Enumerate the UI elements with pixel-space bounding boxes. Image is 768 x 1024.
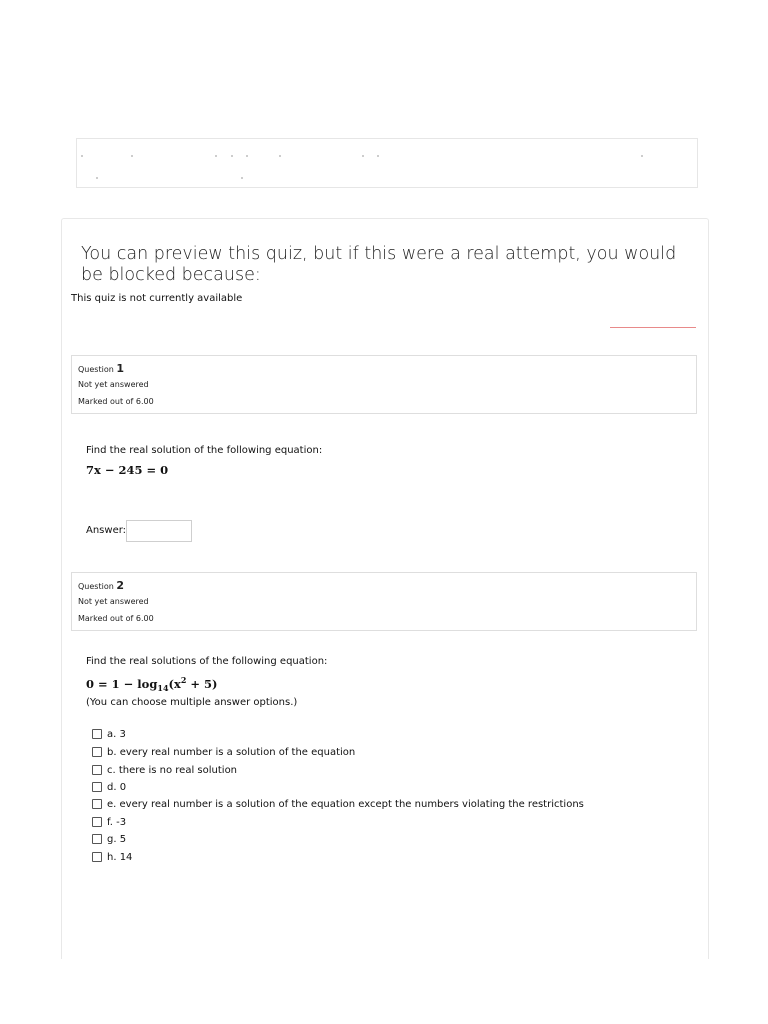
checkbox-icon[interactable] [92, 834, 102, 844]
checkbox-icon[interactable] [92, 747, 102, 757]
preview-notice-heading: You can preview this quiz, but if this were a real attempt, you would be blocked because: [81, 244, 677, 285]
option-label: d. 0 [107, 781, 127, 793]
log-argument-close: + 5) [186, 676, 218, 691]
question-number [78, 579, 124, 592]
question-1-info [71, 355, 697, 414]
option-b[interactable] [92, 745, 355, 759]
checkbox-icon[interactable] [92, 817, 102, 827]
faint-mark [279, 155, 281, 157]
question-marks: Marked out of 6.00 [78, 397, 154, 406]
question-1-equation: 7x − 245 = 0 [86, 463, 169, 477]
question-label: Question [78, 365, 114, 374]
question-2-hint: (You can choose multiple answer options.) [86, 697, 298, 708]
question-marks: Marked out of 6.00 [78, 614, 154, 623]
faint-mark [96, 177, 98, 179]
checkbox-icon[interactable] [92, 765, 102, 775]
answer-label: Answer: [86, 525, 127, 536]
option-c[interactable] [92, 763, 237, 777]
question-number-value: 1 [116, 362, 124, 375]
option-label: e. every real number is a solution of the equation except the numbers violating the restrictions [107, 798, 584, 810]
equation-lhs: 0 = 1 − log [86, 676, 158, 691]
option-a[interactable] [92, 727, 126, 741]
checkbox-icon[interactable] [92, 782, 102, 792]
option-h[interactable] [92, 850, 132, 864]
option-d[interactable] [92, 780, 126, 794]
faint-mark [241, 177, 243, 179]
question-2-info [71, 572, 697, 631]
checkbox-icon[interactable] [92, 799, 102, 809]
option-label: h. 14 [107, 851, 133, 863]
option-label: a. 3 [107, 728, 126, 740]
faint-mark [131, 155, 133, 157]
question-1-text: Find the real solution of the following equation: [86, 445, 323, 456]
faint-mark [362, 155, 364, 157]
option-f[interactable] [92, 815, 126, 829]
divider-line [610, 327, 696, 328]
exponent: 2 [180, 675, 187, 685]
question-2-equation [86, 675, 218, 693]
checkbox-icon[interactable] [92, 729, 102, 739]
question-2-text: Find the real solutions of the following equation: [86, 656, 328, 667]
faint-mark [231, 155, 233, 157]
option-label: f. -3 [107, 816, 127, 828]
question-state: Not yet answered [78, 380, 149, 389]
faint-mark [377, 155, 379, 157]
question-number [78, 362, 124, 375]
log-argument-open: (x [168, 676, 181, 691]
faint-mark [641, 155, 643, 157]
log-base: 14 [157, 683, 169, 694]
question-state: Not yet answered [78, 597, 149, 606]
quiz-unavailable-reason: This quiz is not currently available [71, 293, 243, 304]
answer-input[interactable] [126, 520, 192, 542]
option-label: b. every real number is a solution of the equation [107, 746, 356, 758]
checkbox-icon[interactable] [92, 852, 102, 862]
option-g[interactable] [92, 832, 126, 846]
faint-mark [81, 155, 83, 157]
option-e[interactable] [92, 797, 584, 811]
question-number-value: 2 [116, 579, 124, 592]
option-label: c. there is no real solution [107, 764, 238, 776]
faint-mark [246, 155, 248, 157]
faint-mark [215, 155, 217, 157]
top-info-box [76, 138, 698, 188]
question-label: Question [78, 582, 114, 591]
option-label: g. 5 [107, 833, 127, 845]
